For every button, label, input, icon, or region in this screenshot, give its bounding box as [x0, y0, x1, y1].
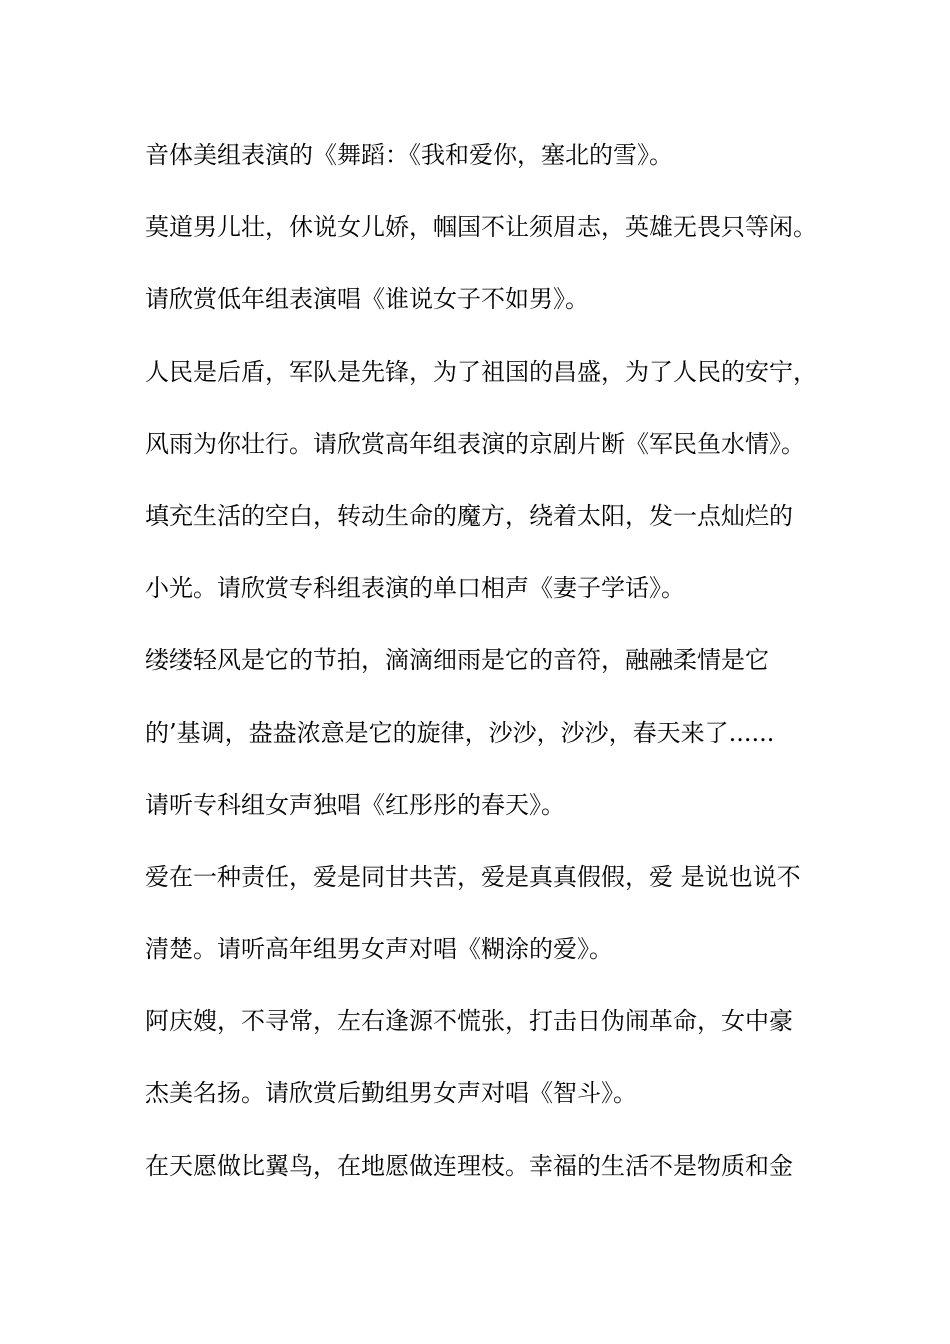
document-body [145, 131, 825, 1214]
text-line-4: 人民是后盾，军队是先锋，为了祖国的昌盛，为了人民的安宁， [145, 357, 817, 386]
text-line-11: 爱在一种责任，爱是同甘共苦，爱是真真假假，爱 是说也说不 [145, 862, 801, 891]
text-line-14: 杰美名扬。请欣赏后勤组男女声对唱《智斗》。 [145, 1079, 637, 1108]
text-line-1: 音体美组表演的《舞蹈：《我和爱你，塞北的雪》。 [145, 141, 673, 169]
text-line-5: 风雨为你壮行。请欣赏高年组表演的京剧片断《军民鱼水情》。 [145, 429, 805, 458]
text-line-10: 请听专科组女声独唱《红彤彤的春天》。 [145, 790, 565, 819]
text-line-3: 请欣赏低年组表演唱《谁说女子不如男》。 [145, 285, 589, 314]
text-line-15: 在天愿做比翼鸟，在地愿做连理枝。幸福的生活不是物质和金 [145, 1151, 793, 1180]
text-line-9: 的’基调，盎盎浓意是它的旋律，沙沙，沙沙，春天来了...... [145, 718, 775, 747]
text-line-13: 阿庆嫂，不寻常，左右逢源不慌张，打击日伪闹革命，女中豪 [145, 1007, 793, 1036]
text-line-2: 莫道男儿壮，休说女儿娇，帼国不让须眉志，英雄无畏只等闲。 [145, 213, 817, 242]
text-line-12: 清楚。请听高年组男女声对唱《糊涂的爱》。 [145, 935, 613, 964]
text-line-8: 缕缕轻风是它的节拍，滴滴细雨是它的音符，融融柔情是它 [145, 646, 769, 675]
text-line-7: 小光。请欣赏专科组表演的单口相声《妻子学话》。 [145, 574, 685, 603]
text-line-6: 填充生活的空白，转动生命的魔方，绕着太阳，发一点灿烂的 [145, 501, 793, 530]
